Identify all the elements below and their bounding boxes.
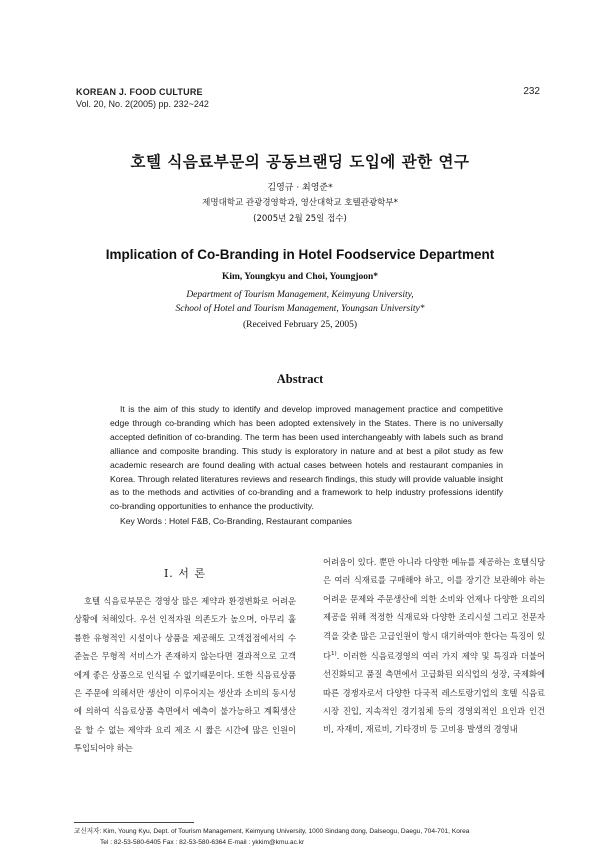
keywords: Key Words : Hotel F&B, Co-Branding, Restaurant companies	[120, 516, 352, 526]
english-received-date: (Received February 25, 2005)	[243, 320, 357, 330]
korean-authors: 김영규 · 최영준*	[267, 183, 333, 193]
korean-received-date: (2005년 2월 25일 접수)	[253, 214, 347, 224]
page-number: 232	[523, 86, 540, 97]
english-title: Implication of Co-Branding in Hotel Foodservice Department	[105, 247, 495, 262]
body-text-right-part2: . 이러한 식음료경영의 여러 가지 제약 및 특징과 더불어 선진화되고 품질 측면에서 고급화된 외식업의 성장, 국제화에 따른 경쟁자로서 다양한 다국적 레스토랑기업의 호텔 식음료시장 진입, 지속적인 경기침체 등의 경영외적인 요인과 인건비, 자재비, 재료비, 기타경비 등 고비용 발생의 경영내	[323, 650, 545, 735]
journal-citation	[76, 86, 209, 110]
correspondence-footnote	[74, 826, 469, 848]
english-affiliation-line1: Department of Tourism Management, Keimyung University,	[186, 290, 414, 300]
korean-title: 호텔 식음료부문의 공동브랜딩 도입에 관한 연구	[130, 153, 470, 171]
footnote-line1: 교신저자: Kim, Young Kyu, Dept. of Tourism Management, Keimyung University, 1000 Sindang dong, Dalseogu, Daegu, 704-701, Korea	[74, 828, 470, 835]
english-authors: Kim, Youngkyu and Choi, Youngjoon*	[221, 272, 379, 282]
journal-name: KOREAN J. FOOD CULTURE	[76, 87, 203, 97]
body-column-right	[323, 553, 545, 739]
abstract-heading: Abstract	[276, 372, 324, 386]
english-affiliation-line2: School of Hotel and Tourism Management, Youngsan University*	[175, 304, 425, 314]
body-text-right-part1: 어려움이 있다. 뿐만 아니라 다양한 메뉴를 제공하는 호텔식당은 여러 식재료를 구매해야 하고, 이를 장기간 보관해야 하는 어려운 문제와 주문생산에 의한 소비와 언제나 다양한 요리의 제공을 위해 적정한 식재료와 다양한 조리시설 그리고 전문자격을 갖춘 많은 고급인원이 항시 대기하여야 한다는 특징이 있다	[323, 557, 545, 661]
footnote-divider	[74, 822, 194, 823]
section-heading-introduction: I. 서 론	[163, 567, 207, 580]
abstract-text: It is the aim of this study to identify and develop improved management practice and competitive edge through co-branding which has been adopted extensively in the States. There is no universally accepted definition of co-branding. The term has been used interchangeably with labels such as brand alliance and composite branding. This study is exploratory in nature and at best a pilot study as few academic research are found dealing with actual cases between hotels and restaurant companies in Korea. Through related literatures reviews and research findings, this study will provide valuable insight as to the methods and activities of co-branding and a framework to help industry professions identify co-branding opportunities to enhance the productivity.	[110, 404, 503, 512]
body-paragraph-left: 호텔 식음료부문은 경영상 많은 제약과 환경변화로 어려운 상황에 처해있다. 우선 인적자원 의존도가 높으며, 아무리 훌륭한 유형적인 시설이나 상품을 제공해도 고객접점에서의 수준높은 무형적 서비스가 존재하지 않는다면 결과적으로 고객에게 좋은 상품으로 인식될 수 없기때문이다. 또한 식음료상품은 주문에 의해서만 생산이 이루어지는 생산과 소비의 동시성에 의하여 식음료상품 측면에서 예측이 불가능하고 계획생산을 할 수 없는 제약과 요리 제조 시 짧은 시간에 많은 인원이 투입되어야 하는	[74, 596, 296, 754]
body-paragraph-right	[323, 553, 545, 739]
footnote-reference: 1)	[331, 651, 337, 658]
volume-info: Vol. 20, No. 2(2005) pp. 232~242	[76, 99, 209, 109]
korean-affiliation: 제명대학교 관광경영학과, 영산대학교 호텔관광학부*	[202, 198, 398, 208]
footnote-line2: Tel : 82-53-580-6405 Fax : 82-53-580-6364 E-mail : ykkim@kmu.ac.kr	[100, 839, 305, 846]
